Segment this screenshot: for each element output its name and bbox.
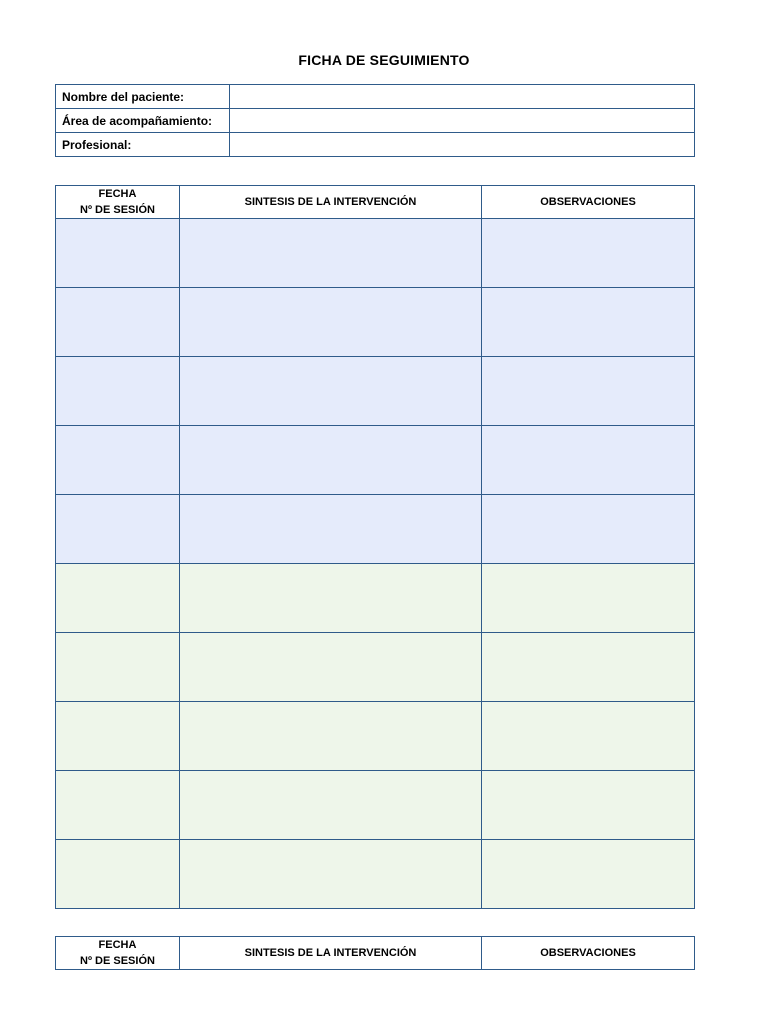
observations-cell[interactable] xyxy=(482,771,695,840)
table-row xyxy=(56,495,695,564)
synthesis-cell[interactable] xyxy=(180,219,482,288)
observations-cell[interactable] xyxy=(482,288,695,357)
table-row xyxy=(56,426,695,495)
observations-cell[interactable] xyxy=(482,357,695,426)
synthesis-cell[interactable] xyxy=(180,771,482,840)
observations-cell[interactable] xyxy=(482,633,695,702)
info-label: Área de acompañamiento: xyxy=(56,109,230,133)
table-row xyxy=(56,564,695,633)
patient-name-field[interactable] xyxy=(230,85,695,109)
session-log-table xyxy=(55,185,695,909)
professional-field[interactable] xyxy=(230,133,695,157)
table-header-row xyxy=(56,186,695,219)
synthesis-cell[interactable] xyxy=(180,357,482,426)
synthesis-cell[interactable] xyxy=(180,702,482,771)
header-session-label: Nº DE SESIÓN xyxy=(80,204,155,216)
header-observations: OBSERVACIONES xyxy=(482,186,695,219)
document-title: FICHA DE SEGUIMIENTO xyxy=(298,52,470,68)
date-session-cell[interactable] xyxy=(56,357,180,426)
observations-cell[interactable] xyxy=(482,840,695,909)
header-synthesis: SINTESIS DE LA INTERVENCIÓN xyxy=(180,186,482,219)
info-label: Nombre del paciente: xyxy=(56,85,230,109)
patient-info-table xyxy=(55,84,695,157)
header-date-label: FECHA xyxy=(98,939,137,951)
date-session-cell[interactable] xyxy=(56,702,180,771)
synthesis-cell[interactable] xyxy=(180,633,482,702)
header-date-session xyxy=(56,937,180,970)
synthesis-cell[interactable] xyxy=(180,495,482,564)
header-observations: OBSERVACIONES xyxy=(482,937,695,970)
synthesis-cell[interactable] xyxy=(180,426,482,495)
synthesis-cell[interactable] xyxy=(180,288,482,357)
info-row-patient-name xyxy=(56,85,695,109)
synthesis-cell[interactable] xyxy=(180,840,482,909)
header-session-label: Nº DE SESIÓN xyxy=(80,955,155,967)
info-row-area xyxy=(56,109,695,133)
info-label: Profesional: xyxy=(56,133,230,157)
session-log-table-continued xyxy=(55,936,695,970)
date-session-cell[interactable] xyxy=(56,288,180,357)
date-session-cell[interactable] xyxy=(56,426,180,495)
header-date-session xyxy=(56,186,180,219)
table-row xyxy=(56,771,695,840)
table-row xyxy=(56,633,695,702)
observations-cell[interactable] xyxy=(482,495,695,564)
date-session-cell[interactable] xyxy=(56,840,180,909)
header-synthesis: SINTESIS DE LA INTERVENCIÓN xyxy=(180,937,482,970)
date-session-cell[interactable] xyxy=(56,633,180,702)
date-session-cell[interactable] xyxy=(56,219,180,288)
table-row xyxy=(56,219,695,288)
synthesis-cell[interactable] xyxy=(180,564,482,633)
table-row xyxy=(56,357,695,426)
table-header-row xyxy=(56,937,695,970)
observations-cell[interactable] xyxy=(482,564,695,633)
observations-cell[interactable] xyxy=(482,702,695,771)
table-row xyxy=(56,702,695,771)
info-row-professional xyxy=(56,133,695,157)
observations-cell[interactable] xyxy=(482,426,695,495)
table-row xyxy=(56,288,695,357)
area-field[interactable] xyxy=(230,109,695,133)
date-session-cell[interactable] xyxy=(56,771,180,840)
observations-cell[interactable] xyxy=(482,219,695,288)
date-session-cell[interactable] xyxy=(56,495,180,564)
table-row xyxy=(56,840,695,909)
header-date-label: FECHA xyxy=(98,188,137,200)
date-session-cell[interactable] xyxy=(56,564,180,633)
